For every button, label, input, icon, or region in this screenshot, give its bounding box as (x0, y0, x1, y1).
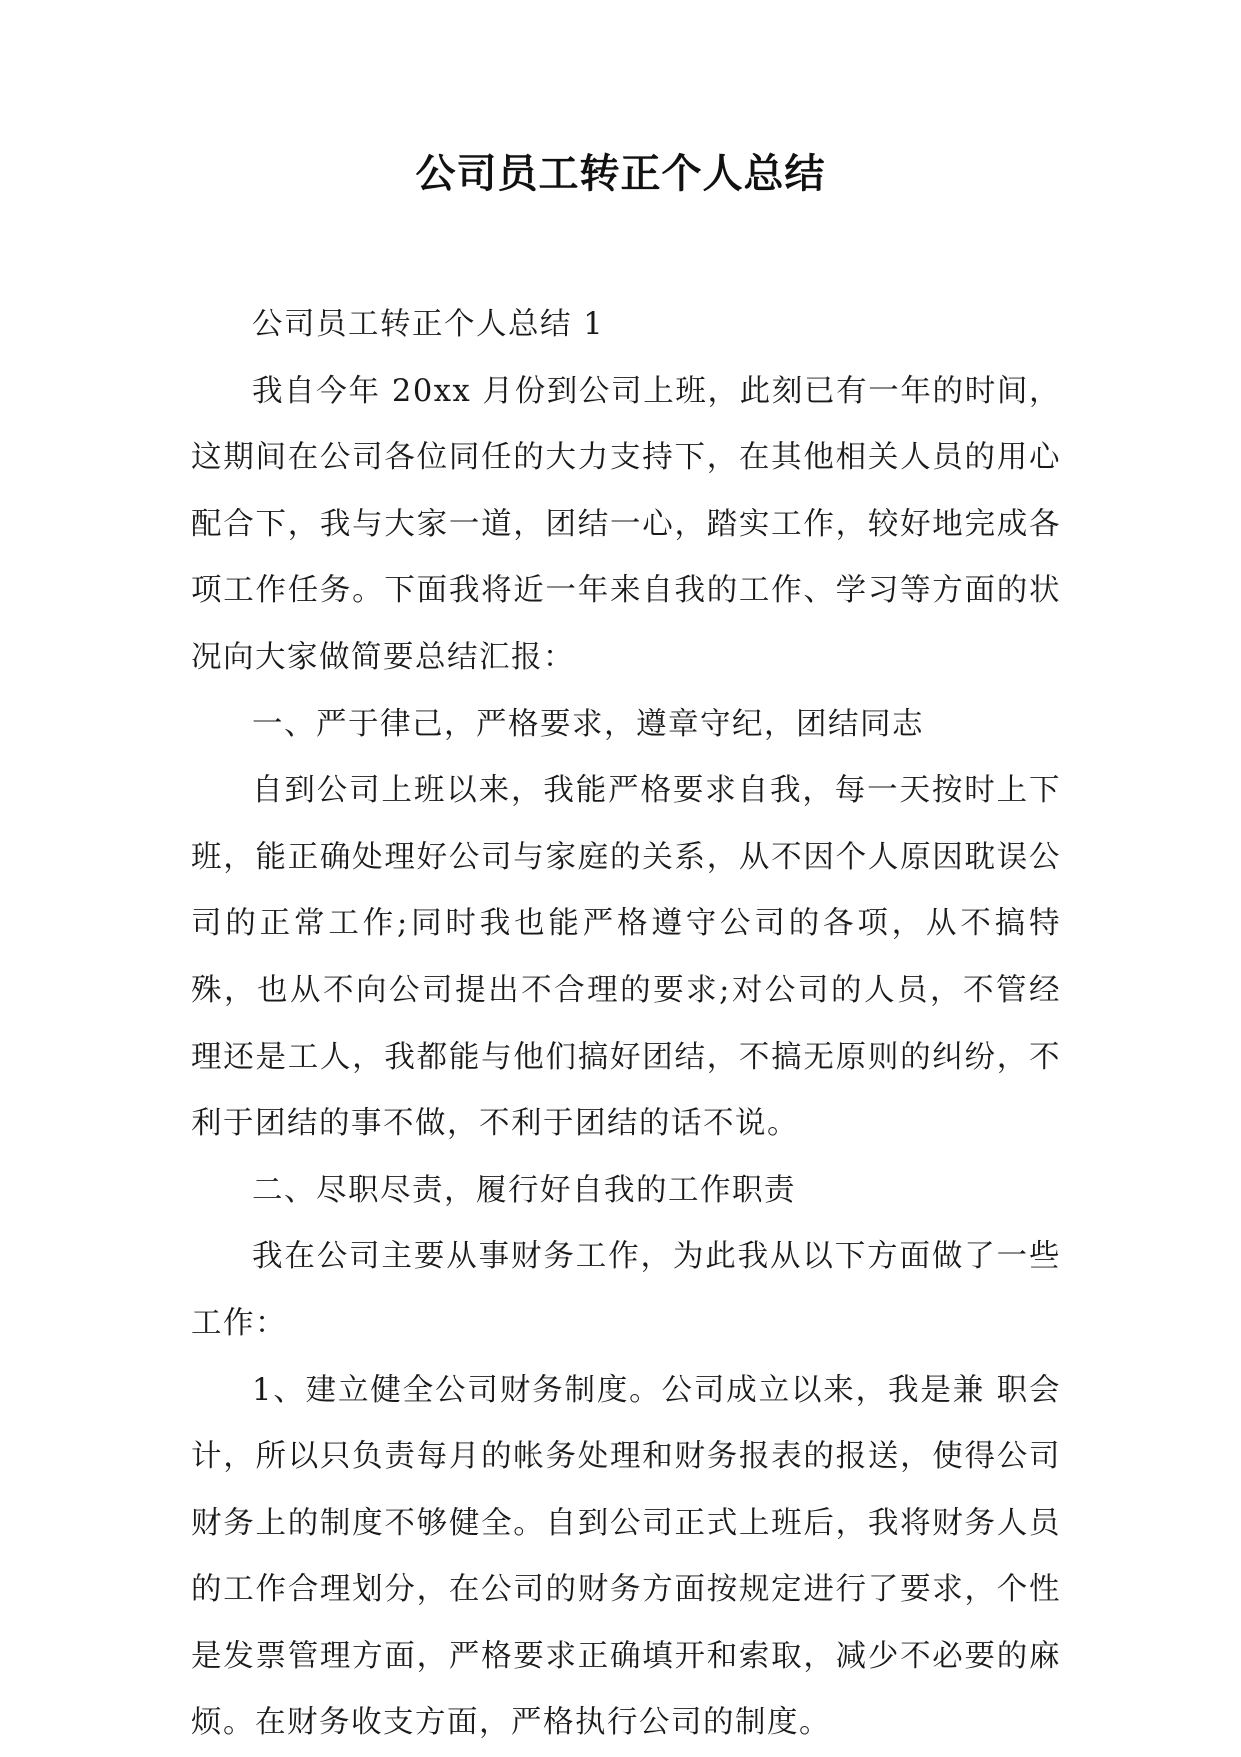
section-heading-1: 公司员工转正个人总结 1 (191, 292, 1061, 359)
duties-paragraph: 我在公司主要从事财务工作，为此我从以下方面做了一些工作： (191, 1224, 1061, 1357)
subheading-discipline: 一、严于律己，严格要求，遵章守纪，团结同志 (191, 692, 1061, 759)
finance-system-paragraph: 1、建立健全公司财务制度。公司成立以来，我是兼 职会计，所以只负责每月的帐务处理和财务报表的报送，使得公司财务上的制度不够健全。自到公司正式上班后，我将财务人员的工作合理划分，在公司的财务方面按规定进行了要求，个性是发票管理方面，严格要求正确填开和索取，减少不必要的麻烦。在财务收支方面，严格执行公司的制度。 (191, 1358, 1061, 1757)
discipline-paragraph: 自到公司上班以来，我能严格要求自我，每一天按时上下班，能正确处理好公司与家庭的关系，从不因个人原因耽误公司的正常工作;同时我也能严格遵守公司的各项，从不搞特殊，也从不向公司提出不合理的要求;对公司的人员，不管经理还是工人，我都能与他们搞好团结，不搞无原则的纠纷，不利于团结的事不做，不利于团结的话不说。 (191, 758, 1061, 1158)
intro-paragraph: 我自今年 20xx 月份到公司上班，此刻已有一年的时间，这期间在公司各位同任的大力支持下，在其他相关人员的用心配合下，我与大家一道，团结一心，踏实工作，较好地完成各项工作任务。下面我将近一年来自我的工作、学习等方面的状况向大家做简要总结汇报： (191, 359, 1061, 692)
document-title: 公司员工转正个人总结 (0, 150, 1241, 198)
document-body (191, 292, 1061, 1757)
subheading-duties: 二、尽职尽责，履行好自我的工作职责 (191, 1158, 1061, 1225)
